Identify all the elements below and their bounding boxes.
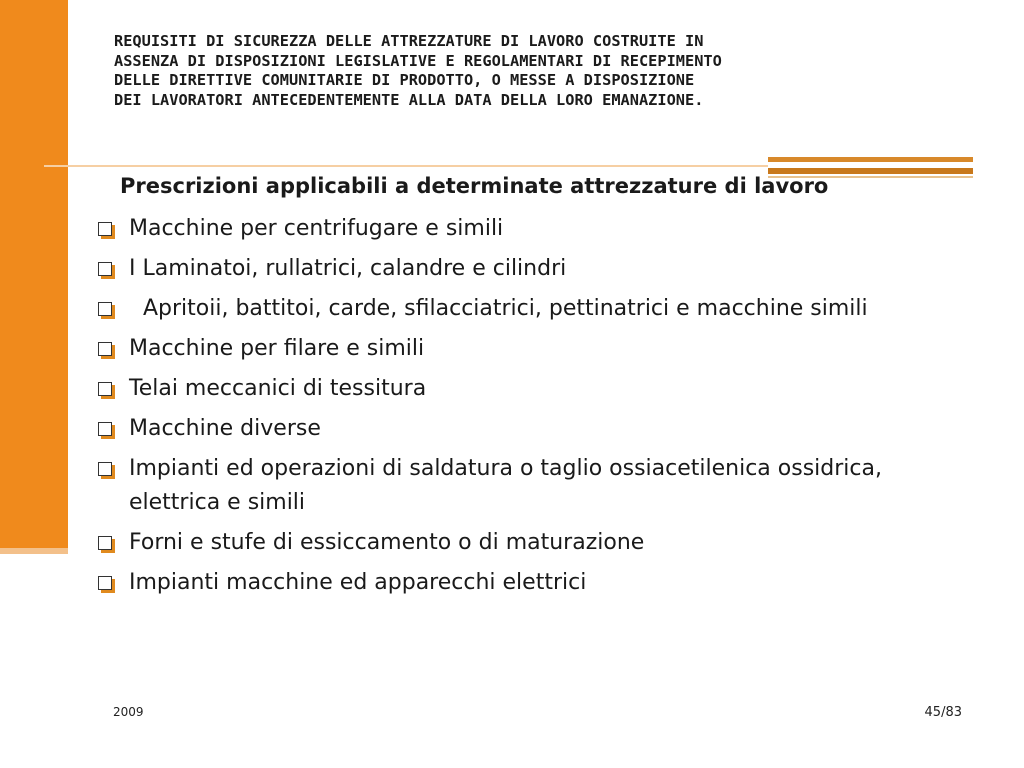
list-item-text: Forni e stufe di essiccamento o di maturazione	[129, 530, 645, 555]
slide-subtitle: Prescrizioni applicabili a determinate attrezzature di lavoro	[120, 174, 829, 198]
list-item-text: Impianti ed operazioni di saldatura o taglio ossiacetilenica ossidrica, elettrica e simili	[129, 456, 882, 515]
checkbox-square-icon	[98, 422, 112, 436]
accent-rule-top	[768, 157, 973, 162]
checkbox-square-icon	[98, 262, 112, 276]
list-item-text: Macchine per centrifugare e simili	[129, 216, 504, 241]
list-item	[92, 292, 972, 326]
left-bar-shadow	[0, 548, 68, 554]
list-item-text: Macchine per filare e simili	[129, 336, 425, 361]
page-number: 45/83	[924, 705, 962, 720]
checkbox-square-icon	[98, 462, 112, 476]
list-item-text: Apritoii, battitoi, carde, sfilacciatrici, pettinatrici e macchine simili	[129, 296, 868, 321]
list-item	[92, 526, 972, 560]
title-divider	[44, 165, 768, 167]
list-item	[92, 372, 972, 406]
checkbox-square-icon	[98, 382, 112, 396]
title-line: DEI LAVORATORI ANTECEDENTEMENTE ALLA DATA DELLA LORO EMANAZIONE.	[114, 90, 704, 109]
list-item-text: I Laminatoi, rullatrici, calandre e cilindri	[129, 256, 567, 281]
checkbox-square-icon	[98, 576, 112, 590]
list-item-text: Telai meccanici di tessitura	[129, 376, 427, 401]
list-item	[92, 452, 972, 520]
checkbox-square-icon	[98, 302, 112, 316]
title-line: REQUISITI DI SICUREZZA DELLE ATTREZZATURE DI LAVORO COSTRUITE IN	[114, 32, 704, 50]
list-item	[92, 212, 972, 246]
bullet-list	[92, 212, 972, 606]
footer-year: 2009	[113, 705, 144, 719]
list-item	[92, 252, 972, 286]
checkbox-square-icon	[98, 536, 112, 550]
title-line: ASSENZA DI DISPOSIZIONI LEGISLATIVE E REGOLAMENTARI DI RECEPIMENTO	[114, 51, 722, 70]
list-item-text: Macchine diverse	[129, 416, 321, 441]
title-line: DELLE DIRETTIVE COMUNITARIE DI PRODOTTO, O MESSE A DISPOSIZIONE	[114, 71, 695, 89]
left-orange-bar	[0, 0, 68, 548]
list-item	[92, 566, 972, 600]
list-item	[92, 332, 972, 366]
list-item-text: Impianti macchine ed apparecchi elettrici	[129, 570, 587, 595]
checkbox-square-icon	[98, 222, 112, 236]
list-item	[92, 412, 972, 446]
checkbox-square-icon	[98, 342, 112, 356]
slide-title	[114, 32, 974, 110]
